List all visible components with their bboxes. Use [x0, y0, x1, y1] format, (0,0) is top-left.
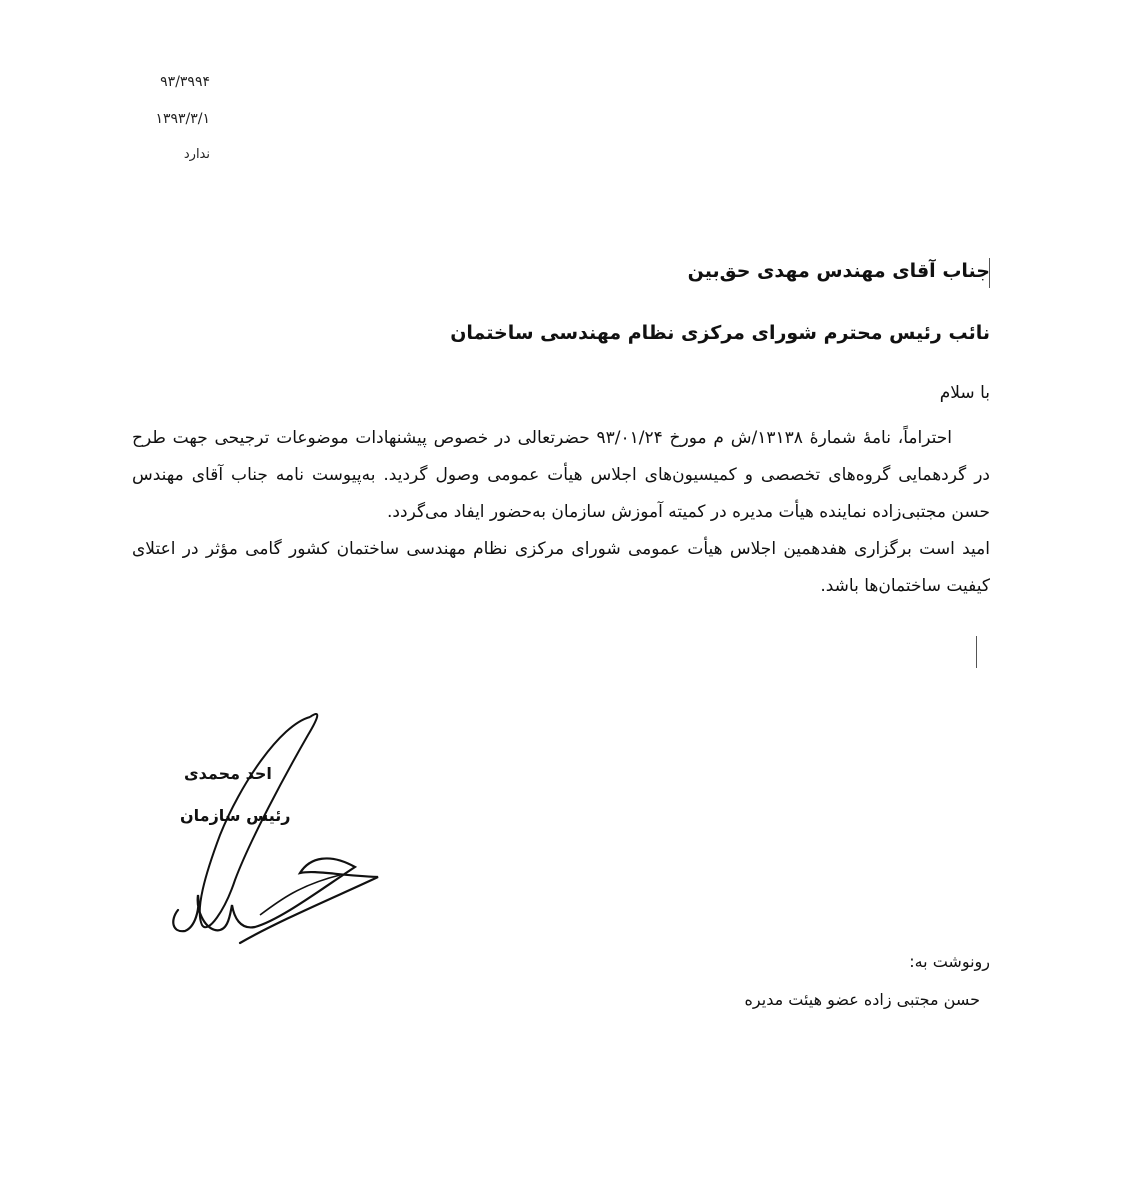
signer-title: رئیس سازمان — [180, 806, 291, 825]
recipient-title: نائب رئیس محترم شورای مرکزی نظام مهندسی ساختمان — [450, 322, 990, 344]
body-paragraph-2: امید است برگزاری هفدهمین اجلاس هیأت عمومی شورای مرکزی نظام مهندسی ساختمان کشور گامی مؤثر در اعتلای کیفیت ساختمان‌ها باشد. — [132, 538, 990, 596]
cc-label: رونوشت به: — [909, 952, 990, 971]
letter-attachment: ندارد — [183, 147, 210, 162]
letter-date: ۱۳۹۳/۳/۱ — [155, 111, 210, 127]
handwritten-signature — [160, 705, 390, 950]
letter-body — [132, 420, 990, 604]
signer-name: احد محمدی — [184, 764, 272, 783]
text-cursor — [976, 636, 977, 668]
recipient-name: جناب آقای مهندس مهدی حق‌بین — [687, 260, 990, 282]
letter-number: ۹۳/۳۹۹۴ — [160, 74, 210, 90]
cc-recipient: حسن مجتبی زاده عضو هیئت مدیره — [744, 990, 980, 1009]
body-paragraph-1: احتراماً، نامۀ شمارۀ ۱۳۱۳۸/ش م مورخ ۹۳/۰۱/۲۴ حضرتعالی در خصوص پیشنهادات موضوعات ترجیحی جهت طرح در گردهمایی گروه‌های تخصصی و کمیسیون‌های اجلاس هیأت عمومی وصول گردید. به‌پیوست نامه جناب آقای مهندس حسن مجتبی‌زاده نماینده هیأت مدیره در کمیته آموزش سازمان به‌حضور ایفاد می‌گردد. — [132, 428, 990, 522]
greeting: با سلام — [939, 383, 990, 403]
